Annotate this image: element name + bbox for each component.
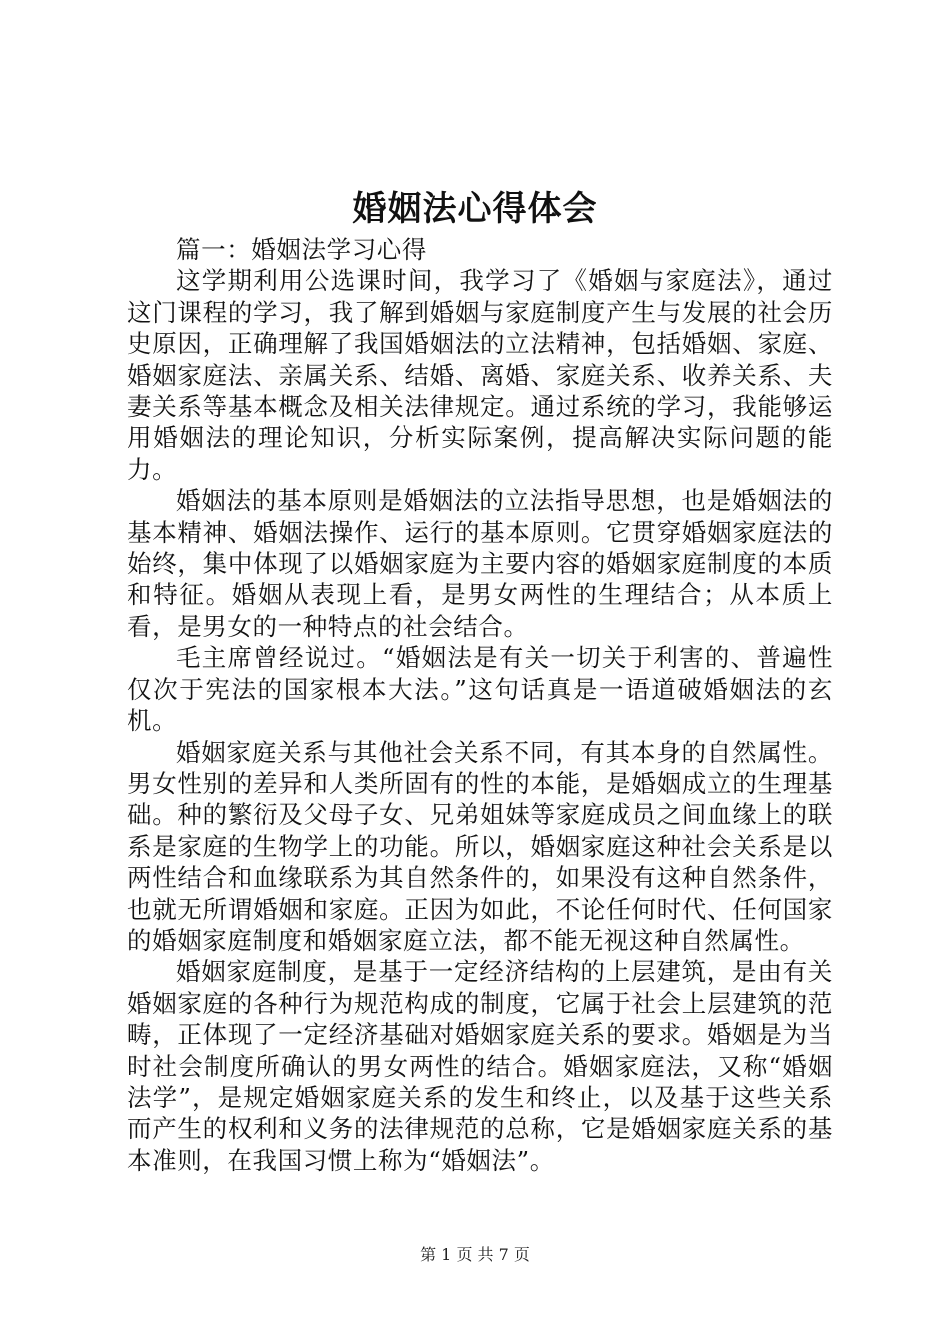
paragraph: 这学期利用公选课时间，我学习了《婚姻与家庭法》，通过这门课程的学习，我了解到婚姻与家庭制度产生与发展的社会历史原因，正确理解了我国婚姻法的立法精神，包括婚姻、家庭、婚姻家庭法、亲属关系、结婚、离婚、家庭关系、收养关系、夫妻关系等基本概念及相关法律规定。通过系统的学习，我能够运用婚姻法的理论知识，分析实际案例，提高解决实际问题的能力。 — [127, 266, 833, 484]
page-footer: 第 1 页 共 7 页 — [420, 1245, 530, 1264]
document-title: 婚姻法心得体会 — [352, 189, 598, 229]
paragraph: 婚姻家庭关系与其他社会关系不同，有其本身的自然属性。男女性别的差异和人类所固有的性的本能，是婚姻成立的生理基础。种的繁衍及父母子女、兄弟姐妹等家庭成员之间血缘上的联系是家庭的生物学上的功能。所以，婚姻家庭这种社会关系是以两性结合和血缘联系为其自然条件的，如果没有这种自然条件，也就无所谓婚姻和家庭。正因为如此，不论任何时代、任何国家的婚姻家庭制度和婚姻家庭立法，都不能无视这种自然属性。 — [127, 737, 833, 955]
paragraph: 婚姻法的基本原则是婚姻法的立法指导思想，也是婚姻法的基本精神、婚姻法操作、运行的基本原则。它贯穿婚姻家庭法的始终，集中体现了以婚姻家庭为主要内容的婚姻家庭制度的本质和特征。婚姻从表现上看，是男女两性的生理结合；从本质上看，是男女的一种特点的社会结合。 — [127, 486, 833, 641]
section-heading: 篇一：婚姻法学习心得 — [176, 235, 427, 264]
document-body — [127, 234, 833, 1176]
paragraph: 婚姻家庭制度，是基于一定经济结构的上层建筑，是由有关婚姻家庭的各种行为规范构成的制度，它属于社会上层建筑的范畴，正体现了一定经济基础对婚姻家庭关系的要求。婚姻是为当时社会制度所确认的男女两性的结合。婚姻家庭法，又称“婚姻法学”，是规定婚姻家庭关系的发生和终止，以及基于这些关系而产生的权利和义务的法律规范的总称，它是婚姻家庭关系的基本准则，在我国习惯上称为“婚姻法”。 — [127, 957, 833, 1175]
paragraph: 毛主席曾经说过。“婚姻法是有关一切关于利害的、普遍性仅次于宪法的国家根本大法。”这句话真是一语道破婚姻法的玄机。 — [127, 643, 833, 736]
